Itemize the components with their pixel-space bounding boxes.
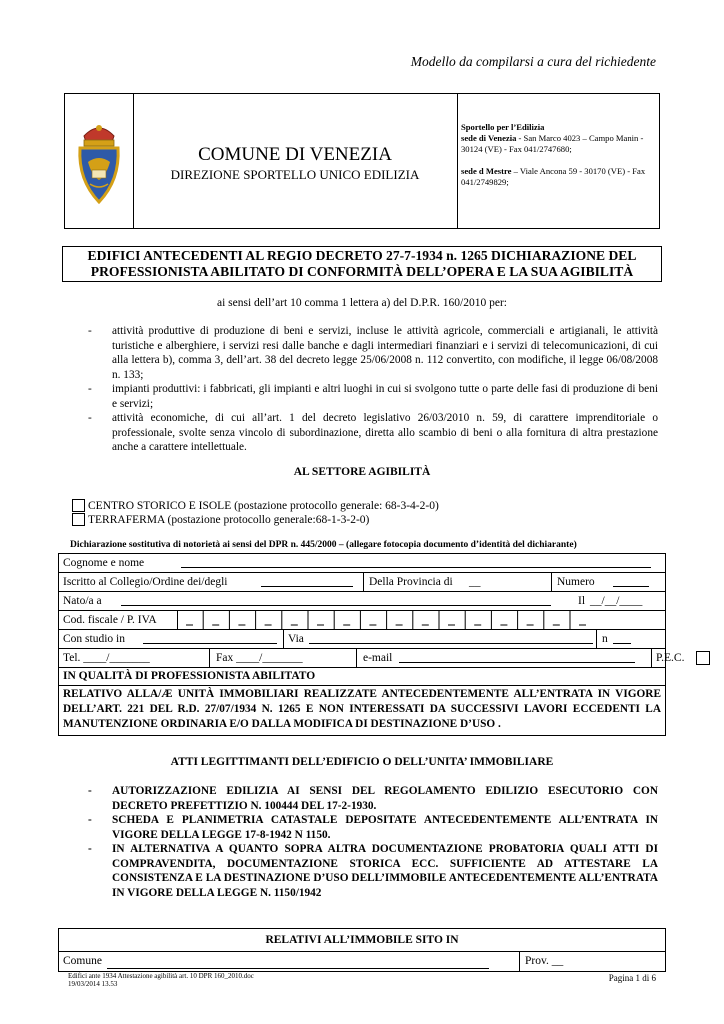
document-title-line1: EDIFICI ANTECEDENTI AL REGIO DECRETO 27-7-1934 n. 1265 DICHIARAZIONE DEL bbox=[87, 248, 637, 263]
street-field[interactable] bbox=[309, 643, 593, 644]
list-item: - impianti produttivi: i fabbricati, gli impianti e altri luoghi in cui si svolgono tutte o parte delle fasi di produzione di beni e servizi; bbox=[88, 382, 658, 411]
divider bbox=[363, 573, 364, 591]
checkbox-terraferma[interactable] bbox=[72, 513, 369, 526]
document-title bbox=[62, 246, 662, 282]
street-number-label: n bbox=[602, 633, 608, 645]
row-tax-code bbox=[59, 611, 665, 630]
document-title-line2: PROFESSIONISTA ABILITATO DI CONFORMITÀ DELL’OPERA E LA SUA AGIBILITÀ bbox=[90, 264, 634, 279]
page-number: Pagina 1 di 6 bbox=[608, 973, 656, 983]
mestre-office-address: – Viale Ancona 59 - 30170 (VE) - Fax 041/2749829; bbox=[461, 166, 646, 187]
header-table bbox=[64, 93, 660, 229]
activities-list bbox=[88, 324, 658, 455]
divider bbox=[209, 649, 210, 667]
office-title: Sportello per l’Edilizia bbox=[461, 122, 545, 132]
list-item: - attività produttive di produzione di beni e servizi, incluse le attività agricole, commerciali e artigianali, le attività turistiche e alberghiere, i servizi resi dalle banche e dagli intermediari finanziari e i servizi di telecomunicazioni, di cui alla lettera b), comma 3, dell’art. 38 del decreto legge 25/06/2008 n. 112 convertito, con modifiche, il legge 06/08/2008 n. 133; bbox=[88, 324, 658, 382]
birthdate-label: Il bbox=[578, 595, 586, 607]
fax-field[interactable]: Fax ____/_______ bbox=[216, 652, 303, 664]
checkbox-label: TERRAFERMA (postazione protocollo generale:68-1-3-2-0) bbox=[88, 513, 370, 526]
checkbox-label: CENTRO STORICO E ISOLE (postazione protocollo generale: 68-3-4-2-0) bbox=[88, 499, 439, 512]
checkbox-centro-storico[interactable] bbox=[72, 499, 439, 512]
list-item: - attività economiche, di cui all’art. 1 del decreto legislativo 26/03/2010 n. 59, di carattere imprenditoriale o professionale, svolte senza vincolo di subordinazione, diretta allo scambio di beni o alla fornitura di altra prestazione anche a carattere intellettuale. bbox=[88, 411, 658, 455]
municipality-label: Comune bbox=[63, 955, 102, 967]
legitimating-acts-title: ATTI LEGITTIMANTI DELL’EDIFICIO O DELL’UNITA’ IMMOBILIARE bbox=[170, 756, 554, 768]
studio-label: Con studio in bbox=[63, 633, 125, 645]
footer-filename-line1: Edifici ante 1934 Attestazione agibilità art. 10 DPR 160_2010.doc bbox=[68, 972, 254, 980]
name-field[interactable] bbox=[181, 567, 651, 568]
property-title: RELATIVI ALL’IMMOBILE SITO IN bbox=[59, 929, 665, 952]
number-field[interactable] bbox=[613, 586, 649, 587]
legitimating-acts-list bbox=[88, 784, 658, 900]
register-field[interactable] bbox=[261, 586, 353, 587]
footer-filename bbox=[68, 972, 254, 988]
row-contacts bbox=[59, 649, 685, 668]
footer-filename-line2: 19/03/2014 13.53 bbox=[68, 980, 118, 988]
mestre-office-label: sede d Mestre bbox=[461, 166, 512, 176]
declaration-note: Dichiarazione sostitutiva di notorietà ai sensi del DPR n. 445/2000 – (allegare fotocopia documento d’identità del dichiarante) bbox=[70, 540, 577, 550]
divider bbox=[596, 630, 597, 648]
number-label: Numero bbox=[557, 576, 595, 588]
street-number-field[interactable] bbox=[613, 643, 631, 644]
list-item: - IN ALTERNATIVA A QUANTO SOPRA ALTRA DOCUMENTAZIONE PROBATORIA QUALI ATTI DI COMPRAVENDITA, DOCUMENTAZIONE STORICA ECC. SUFFICIENTE AD ATTESTARE LA CONSISTENZA E LA DESTINAZIONE D’USO DELL’IMMOBILE ANTECEDENTEMENTE ALL’ENTRATA IN VIGORE DELLA LEGGE N. 1150/1942 bbox=[88, 842, 658, 900]
qualification-statement: IN QUALITÀ DI PROFESSIONISTA ABILITATO bbox=[63, 670, 316, 682]
form-model-note: Modello da compilarsi a cura del richiedente bbox=[410, 54, 656, 69]
divider bbox=[519, 952, 520, 971]
tax-code-label: Cod. fiscale / P. IVA bbox=[63, 614, 157, 626]
row-qualita bbox=[59, 668, 665, 686]
pec-checkbox[interactable] bbox=[696, 651, 710, 665]
checkbox-box[interactable] bbox=[72, 499, 85, 512]
phone-field[interactable]: Tel. ____/_______ bbox=[63, 652, 150, 664]
list-item: - AUTORIZZAZIONE EDILIZIA AI SENSI DEL REGOLAMENTO EDILIZIO ESECUTORIO CON DECRETO PREFETTIZIO N. 100444 DEL 17-2-1930. bbox=[88, 784, 658, 813]
municipality-field[interactable] bbox=[107, 968, 489, 969]
property-row bbox=[59, 952, 665, 971]
birthplace-label: Nato/a a bbox=[63, 595, 102, 607]
register-label: Iscritto al Collegio/Ordine dei/degli bbox=[63, 576, 228, 588]
list-item: - SCHEDA E PLANIMETRIA CATASTALE DEPOSITATE ANTECEDENTEMENTE ALL’ENTRATA IN VIGORE DELLA LEGGE 17-8-1942 N 1150. bbox=[88, 813, 658, 842]
pec-label: P.E.C. bbox=[656, 652, 685, 664]
venice-office-address: - San Marco 4023 – Campo Manin - 30124 (VE) - Fax 041/2747680; bbox=[461, 133, 644, 154]
row-name bbox=[59, 554, 665, 573]
email-label: e-mail bbox=[363, 652, 393, 664]
province-field[interactable]: Prov. __ bbox=[525, 955, 564, 967]
name-label: Cognome e nome bbox=[63, 557, 145, 569]
tax-code-cells[interactable] bbox=[177, 611, 597, 630]
checkbox-box[interactable] bbox=[72, 513, 85, 526]
department-subtitle: DIREZIONE SPORTELLO UNICO EDILIZIA bbox=[170, 167, 420, 182]
divider bbox=[651, 649, 652, 667]
province-field[interactable]: __ bbox=[469, 576, 481, 588]
birthdate-field[interactable]: __/__/____ bbox=[590, 595, 643, 607]
row-registration bbox=[59, 573, 665, 592]
sector-title: AL SETTORE AGIBILITÀ bbox=[293, 466, 431, 478]
venice-office-label: sede di Venezia bbox=[461, 133, 517, 143]
email-field[interactable] bbox=[399, 662, 635, 663]
property-location-box bbox=[58, 928, 666, 972]
municipality-title: COMUNE DI VENEZIA bbox=[198, 144, 392, 165]
province-label: Della Provincia di bbox=[369, 576, 453, 588]
street-label: Via bbox=[288, 633, 304, 645]
row-studio bbox=[59, 630, 665, 649]
divider bbox=[283, 630, 284, 648]
office-addresses bbox=[461, 122, 659, 188]
divider bbox=[551, 573, 552, 591]
legal-reference: ai sensi dell’art 10 comma 1 lettera a) del D.P.R. 160/2010 per: bbox=[217, 297, 507, 309]
crest-cell bbox=[65, 94, 134, 228]
divider bbox=[356, 649, 357, 667]
venice-crest-icon bbox=[70, 118, 128, 210]
declarant-form bbox=[58, 553, 685, 736]
row-birth bbox=[59, 592, 665, 611]
studio-field[interactable] bbox=[143, 643, 277, 644]
birthplace-field[interactable] bbox=[121, 605, 551, 606]
relativo-statement: RELATIVO ALLA/Æ UNITÀ IMMOBILIARI REALIZZATE ANTECEDENTEMENTE ALL’ENTRATA IN VIGORE DELL’ART. 221 DEL R.D. 27/07/1934 N. 1265 E NON INTERESSATI DA SUCCESSIVI LAVORI ECCEDENTI LA MANUTENZIONE ORDINARIA E/O DALLA MODIFICA DI DESTINAZIONE D’USO . bbox=[63, 688, 661, 730]
